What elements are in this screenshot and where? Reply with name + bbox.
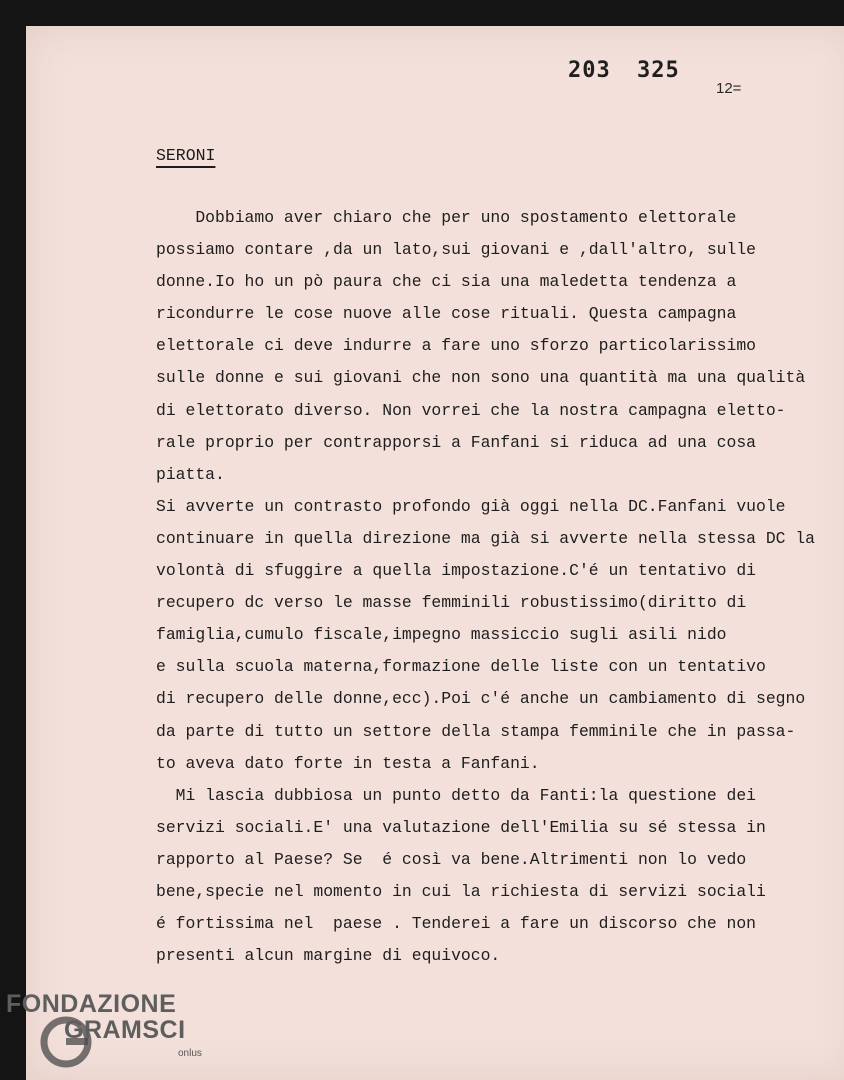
text-line: e sulla scuola materna,formazione delle liste con un tentativo xyxy=(156,657,766,677)
text-line: Si avverte un contrasto profondo già oggi nella DC.Fanfani vuole xyxy=(156,496,786,516)
text-line: da parte di tutto un settore della stampa femminile che in passa- xyxy=(156,721,796,741)
watermark-suffix: onlus xyxy=(178,1048,202,1059)
text-line: servizi sociali.E' una valutazione dell'Emilia su sé stessa in xyxy=(156,817,766,837)
text-line: Dobbiamo aver chiaro che per uno spostamento elettorale xyxy=(156,208,737,227)
text-line: donne.Io ho un pò paura che ci sia una maledetta tendenza a xyxy=(156,272,737,292)
text-line: di recupero delle donne,ecc).Poi c'é anche un cambiamento di segno xyxy=(156,689,806,709)
fondazione-gramsci-watermark xyxy=(6,990,226,1070)
text-line: é fortissima nel paese . Tenderei a fare un discorso che non xyxy=(156,914,756,934)
text-line: rale proprio per contrapporsi a Fanfani si riduca ad una cosa xyxy=(156,432,756,452)
text-line: volontà di sfuggire a quella impostazione.C'é un tentativo di xyxy=(156,561,756,581)
text-line: rapporto al Paese? Se é così va bene.Altrimenti non lo vedo xyxy=(156,849,747,869)
document-body xyxy=(156,202,816,972)
text-line: ricondurre le cose nuove alle cose rituali. Questa campagna xyxy=(156,304,737,324)
archive-reference-numbers: 203 325 xyxy=(568,58,680,83)
text-line: possiamo contare ,da un lato,sui giovani e ,dall'altro, sulle xyxy=(156,240,756,260)
text-line: bene,specie nel momento in cui la richiesta di servizi sociali xyxy=(156,881,766,901)
text-line: sulle donne e sui giovani che non sono una quantità ma una qualità xyxy=(156,368,806,388)
text-line: di elettorato diverso. Non vorrei che la nostra campagna eletto- xyxy=(156,400,786,420)
text-line: recupero dc verso le masse femminili robustissimo(diritto di xyxy=(156,593,747,613)
text-line: famiglia,cumulo fiscale,impegno massiccio sugli asili nido xyxy=(156,625,727,645)
text-line: presenti alcun margine di equivoco. xyxy=(156,946,501,966)
text-line: elettorale ci deve indurre a fare uno sforzo particolarissimo xyxy=(156,336,756,356)
text-line: piatta. xyxy=(156,464,225,484)
speaker-heading: SERONI xyxy=(156,146,216,165)
text-line: Mi lascia dubbiosa un punto detto da Fanti:la questione dei xyxy=(156,785,756,805)
folio-number: 12= xyxy=(716,80,742,97)
text-line: continuare in quella direzione ma già si avverte nella stessa DC la xyxy=(156,528,816,548)
watermark-line2: GRAMSCI xyxy=(64,1016,186,1044)
watermark-line1: FONDAZIONE xyxy=(6,990,177,1018)
text-line: to aveva dato forte in testa a Fanfani. xyxy=(156,753,540,773)
